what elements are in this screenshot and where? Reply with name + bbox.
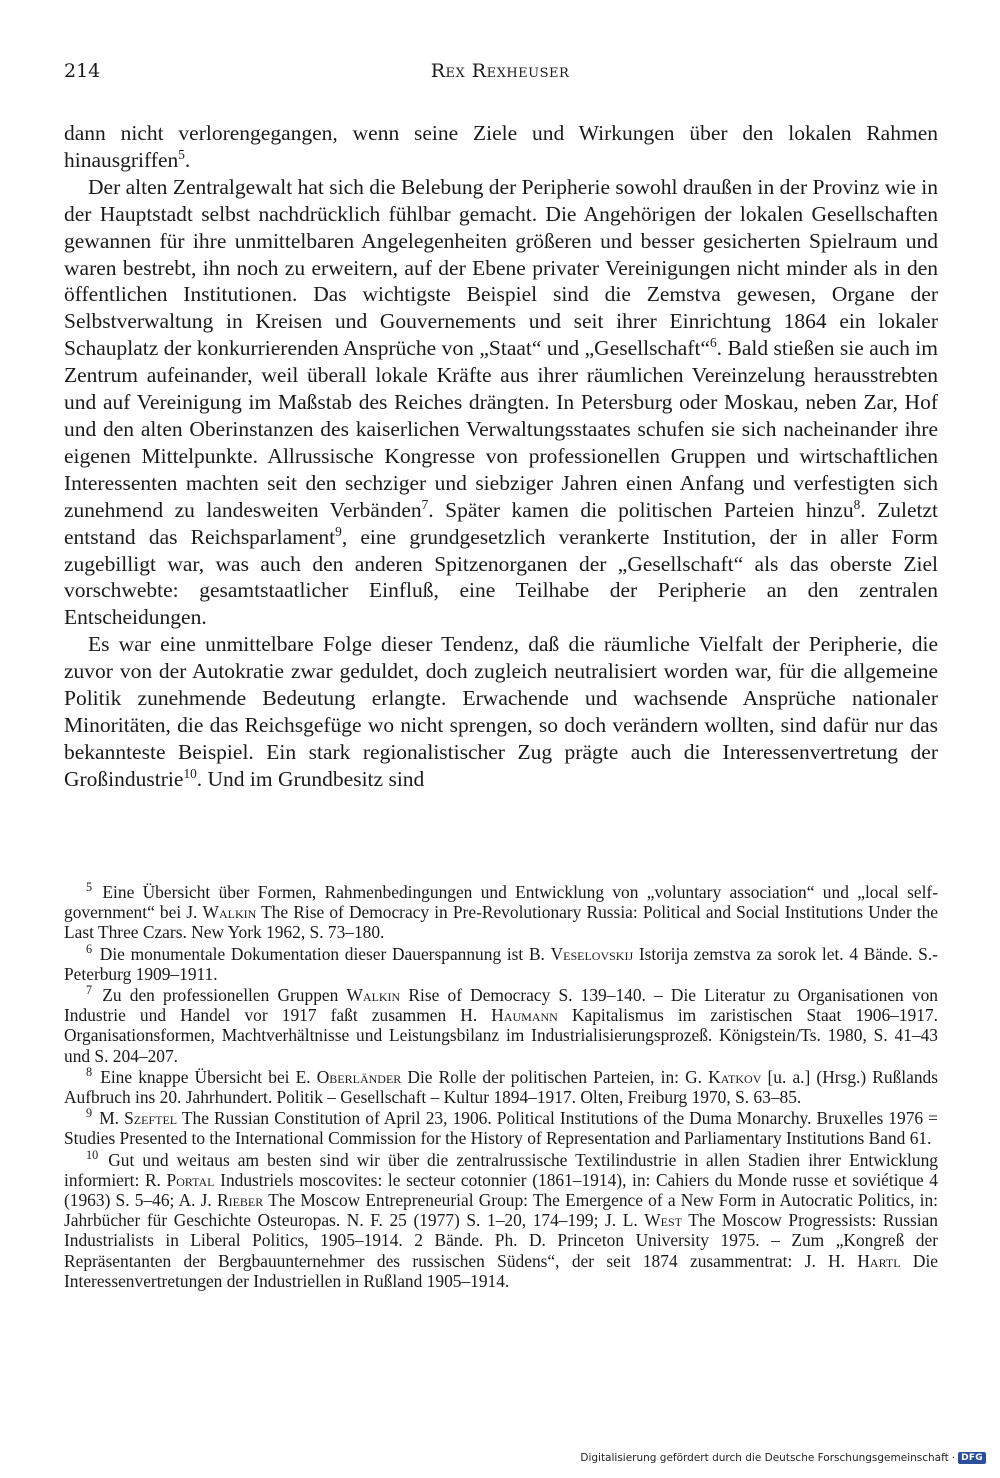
- footnote-7-text-c: Kapitalismus im zaristischen Staat 1906–1917. Organisationsformen, Machtverhältnisse und Leistungsbilanz im Industrialisierungsprozeß. Königstein/Ts. 1980, S. 41–43 und S. 204–207.: [64, 1005, 938, 1066]
- page-number: 214: [64, 60, 101, 82]
- credit-text: Digitalisierung gefördert durch die Deutsche Forschungsgemeinschaft: [580, 1452, 949, 1464]
- dfg-logo-icon: DFG: [958, 1452, 986, 1464]
- footnote-6: [64, 941, 938, 984]
- p3-s1: Es war eine unmittelbare Folge dieser Tendenz, daß die räumliche Vielfalt der Peripherie, die zuvor von der Autokratie zwar geduldet, doch zugleich neutralisiert worden war, für die allgemeine Politik zunehmende Bedeutung erlangte. Erwachende und wachsende Ansprüche nationaler Minoritäten, die das Reichsgefüge wo nicht sprengen, so doch verändern wollten, sind dafür nur das bekannteste Beispiel. Ein stark regionalistischer Zug prägte auch die Interessenvertretung der Großindustrie: [64, 632, 938, 791]
- footnote-9-text-b: The Russian Constitution of April 23, 1906. Political Institutions of the Duma Monarchy. Bruxelles 1976 = Studies Presented to the International Commission for the History of Representation and Parliamentary Institutions Band 61.: [64, 1108, 938, 1149]
- paragraph-1: [64, 120, 938, 174]
- p2-s1: Der alten Zentralgewalt hat sich die Belebung der Peripherie sowohl draußen in der Provinz wie in der Hauptstadt selbst nachdrücklich fühlbar gemacht. Die Angehörigen der lokalen Gesellschaften gewannen für ihre unmittelbaren Angelegenheiten größeren und besser gesicherten Spielraum und waren bestrebt, ihn noch zu erweitern, auf der Ebene privater Vereinigungen nicht minder als in den öffentlichen Institutionen. Das wichtigste Beispiel sind die Zemstva gewesen, Organe der Selbstverwaltung in Kreisen und Gouvernements und seit ihrer Einrichtung 1864 ein lokaler Schauplatz der konkurrierenden Ansprüche von „Staat“ und „Gesellschaft“: [64, 174, 938, 361]
- p2-s2: . Bald stießen sie auch im Zentrum aufeinander, weil überall lokale Kräfte aus ihrer räumlichen Vereinzelung herausstrebten und auf Vereinigung im Maßstab des Reiches drängten. In Petersburg oder Moskau, neben Zar, Hof und den alten Oberinstanzen des kaiserlichen Verwaltungsstaates schufen sie sich nacheinander ihre eigenen Mittelpunkte. Allrussische Kongresse von professionellen Gruppen und wirtschaftlichen Interessenten machten seit den sechziger und siebziger Jahren einen Anfang und verfestigten sich zunehmend zu landesweiten Verbänden: [64, 336, 938, 522]
- footnote-6-author: Veselovskij: [550, 943, 634, 964]
- p3-s2: . Und im Grundbesitz sind: [196, 766, 425, 791]
- footnote-8-text-c: [u. a.] (Hrsg.) Rußlands Aufbruch ins 20. Jahrhundert. Politik – Gesellschaft – Kultur 1894–1917. Olten, Freiburg 1970, S. 63–85.: [64, 1066, 938, 1108]
- footnote-8: [64, 1067, 938, 1107]
- footnote-7-text-b: Rise of Democracy S. 139–140. – Die Literatur zu Organisationen von Industrie und Handel vor 1917 faßt zusammen H.: [64, 985, 938, 1026]
- footnote-10-text-a: Gut und weitaus am besten sind wir über die zentralrussische Textilindustrie in allen Stadien ihrer Entwicklung informiert: R.: [64, 1149, 938, 1190]
- footnote-7-number: 7: [86, 983, 93, 998]
- p2-s5: , eine grundgesetzlich verankerte Institution, der in aller Form zugebilligt war, was auch den anderen Spitzenorganen der „Gesellschaft“ als das oberste Ziel vorschwebte: gesamtstaatlicher Einfluß, eine Teilhabe der Peripherie an den zentralen Entscheidungen.: [64, 524, 938, 630]
- footnote-10-text-c: The Moscow Entrepreneurial Group: The Emergence of a New Form in Autocratic Politics, in: Jahrbücher für Geschichte Osteuropas. N. F. 25 (1977) S. 1–20, 174–199; J. L.: [64, 1190, 939, 1231]
- footnote-ref-10[interactable]: 10: [183, 765, 197, 781]
- footnote-5-text-b: The Rise of Democracy in Pre-Revolutionary Russia: Political and Social Institutions Under the Last Three Czars. New York 1962, S. 73–180.: [64, 902, 939, 943]
- paragraph-2: [64, 174, 938, 631]
- footnote-8-number: 8: [86, 1065, 93, 1080]
- footnote-10: [64, 1147, 939, 1291]
- footnote-ref-8[interactable]: 8: [853, 496, 861, 512]
- main-text: [64, 120, 938, 793]
- p2-s3: . Später kamen die politischen Parteien hinzu: [428, 497, 854, 522]
- footnote-8-text-b: Die Rolle der politischen Parteien, in: G.: [401, 1066, 709, 1087]
- footnote-6-text-b: Istorija zemstva za sorok let. 4 Bände. S.-Peterburg 1909–1911.: [64, 943, 938, 984]
- footnote-5-author: Walkin: [202, 902, 257, 923]
- digitization-credit: [580, 1452, 986, 1464]
- footnote-5-number: 5: [86, 880, 93, 895]
- footnote-10-number: 10: [86, 1147, 99, 1162]
- footnote-10-author-3: West: [644, 1210, 683, 1231]
- p1-text: dann nicht verlorengegangen, wenn seine Ziele und Wirkungen über den lokalen Rahmen hinausgriffen: [64, 121, 938, 172]
- footnote-9-number: 9: [86, 1106, 93, 1121]
- footnote-10-text-e: Die Interessenvertretungen der Industriellen in Rußland 1905–1914.: [64, 1250, 938, 1291]
- paragraph-3: [64, 631, 938, 792]
- running-head: [0, 60, 1000, 82]
- footnote-7-author-2: Haumann: [491, 1005, 558, 1026]
- footnote-8-text-a: Eine knappe Übersicht bei E.: [100, 1066, 317, 1087]
- footnote-10-author-4: Hartl: [857, 1250, 901, 1271]
- footnote-8-author-2: Katkov: [708, 1066, 762, 1087]
- footnote-7-text-a: Zu den professionellen Gruppen: [102, 985, 347, 1006]
- footnote-6-text-a: Die monumentale Dokumentation dieser Dauerspannung ist B.: [99, 943, 551, 964]
- footnote-6-number: 6: [86, 941, 93, 956]
- footnote-7: [64, 985, 938, 1066]
- footnote-10-text-d: The Moscow Progressists: Russian Industrialists in Liberal Politics, 1905–1914. 2 Bände. Ph. D. Princeton University 1975. – Zum „Kongreß der Repräsentanten der Bergbauunternehmer des russischen Südens“, der seit 1874 zusammentrat: J. H.: [64, 1210, 938, 1271]
- footnote-ref-9[interactable]: 9: [335, 523, 342, 539]
- footnote-8-author-1: Oberländer: [316, 1066, 402, 1087]
- footnote-ref-6[interactable]: 6: [709, 335, 717, 351]
- p1-end: .: [184, 147, 191, 172]
- running-head-author: Rex Rexheuser: [430, 60, 570, 82]
- footnotes: [64, 882, 938, 1292]
- footnote-9: [64, 1108, 938, 1148]
- footnote-10-author-2: Rieber: [216, 1190, 264, 1211]
- footnote-ref-7[interactable]: 7: [421, 496, 429, 512]
- footnote-7-author-1: Walkin: [346, 985, 401, 1006]
- footnote-10-author-1: Portal: [166, 1169, 215, 1190]
- footnote-10-text-b: Industriels moscovites: le secteur cotonnier (1861–1914), in: Cahiers du Monde russe et soviétique 4 (1963) S. 5–46; A. J.: [64, 1169, 938, 1211]
- footnote-9-author: Szeftel: [124, 1108, 178, 1129]
- credit-separator: ·: [951, 1452, 956, 1464]
- footnote-ref-5[interactable]: 5: [178, 146, 185, 162]
- footnote-5: [64, 882, 938, 943]
- p2-s4: . Zuletzt entstand das Reichsparlament: [64, 497, 939, 549]
- footnote-5-text-a: Eine Übersicht über Formen, Rahmenbedingungen und Entwicklung von „voluntary association“ und „local self-government“ bei J.: [64, 882, 938, 923]
- footnote-9-text-a: M.: [99, 1108, 125, 1129]
